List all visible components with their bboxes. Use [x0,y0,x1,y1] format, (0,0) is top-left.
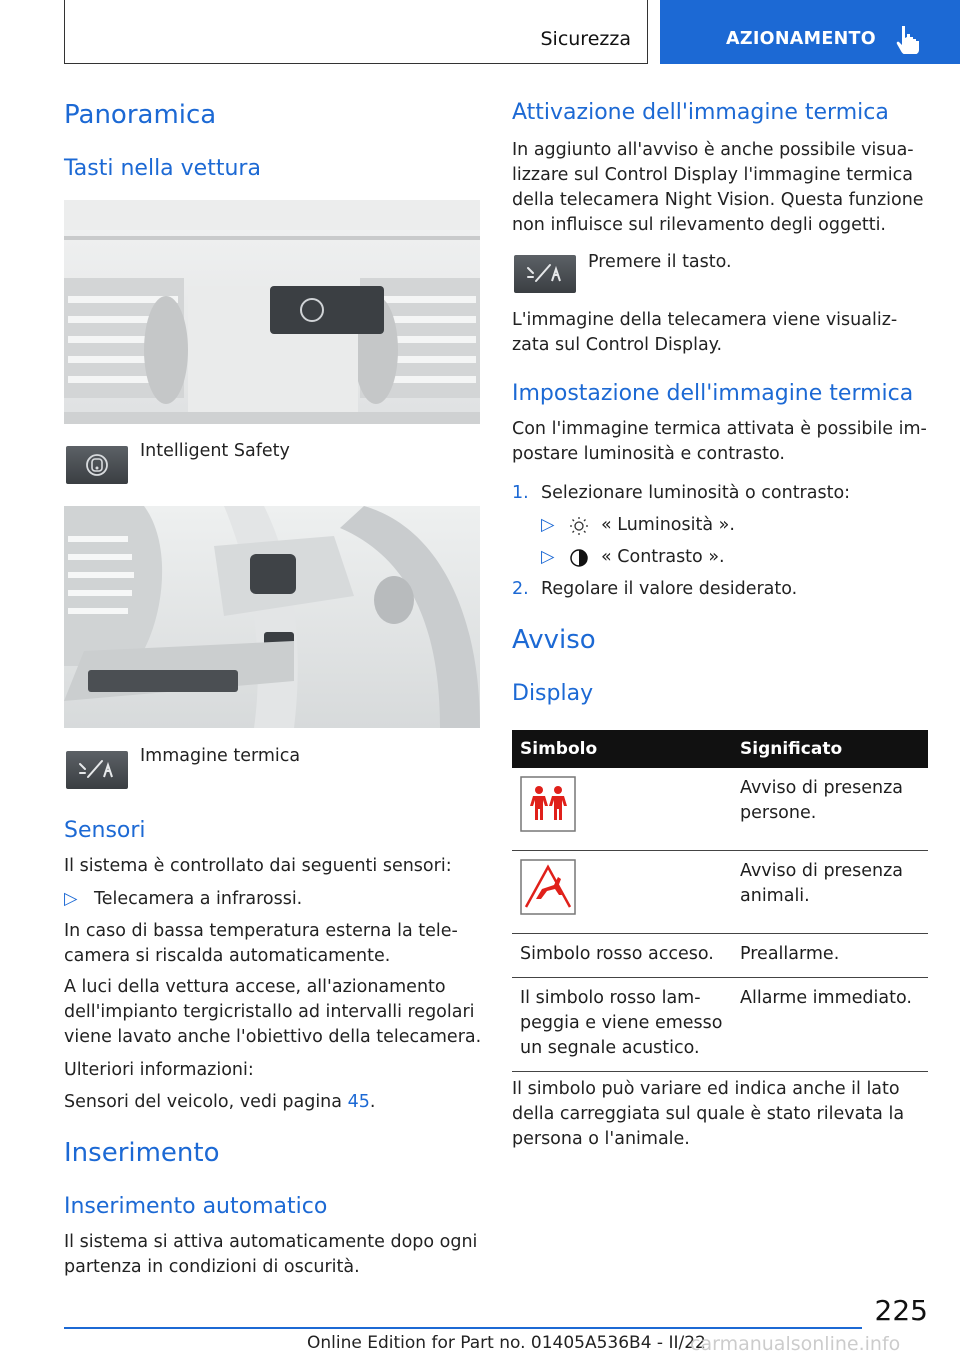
header-chapter-tab[interactable] [660,0,960,64]
table-row [512,978,928,1072]
header-chapter-label: AZIONAMENTO [726,29,876,49]
table-row [512,934,928,978]
text-att-l4: non influisce sul rilevamento degli oggetti. [512,215,886,235]
watermark: carmanualsonline.info [690,1333,901,1355]
label-intelligent-safety: Intelligent Safety [140,441,290,461]
cell-meaning-persons: Avviso di presenza persone. [732,768,928,851]
label-immagine-termica: Immagine termica [140,746,301,766]
cell-symbol-animals [512,851,732,934]
step-1: 1. Selezionare luminosità o contrasto: [512,483,851,503]
text-note-l3: persona o l'animale. [512,1129,690,1149]
text-att-l2: lizzare sul Control Display l'immagine termica [512,165,913,185]
footer-edition: Online Edition for Part no. 01405A536B4 - II/22 [307,1333,706,1353]
thermal-image-button-image [66,751,128,789]
hand-pointer-icon [896,24,922,54]
text-premere: Premere il tasto. [588,252,732,272]
col-simbolo: Simbolo [512,730,732,768]
text-sensori-p2-l3: viene lavato anche l'obiettivo della telecamera. [64,1027,482,1047]
intelligent-safety-button-image [66,446,128,484]
cell-symbol-persons [512,768,732,851]
text-imm-l2: zata sul Control Display. [512,335,723,355]
text-att-l1: In aggiunto all'avviso è anche possibile visua‐ [512,140,914,160]
heading-display: Display [512,681,594,706]
person-warning-icon [520,776,576,832]
text-ulteriori: Ulteriori informazioni: [64,1060,254,1080]
heading-impostazione: Impostazione dell'immagine termica [512,381,914,406]
text-sensori-p1-l1: In caso di bassa temperatura esterna la tele‐ [64,921,458,941]
header-section-box [64,0,648,64]
text-att-l3: della telecamera Night Vision. Questa funzione [512,190,924,210]
header-section-title: Sicurezza [540,28,631,50]
bullet-telecamera: ▷ Telecamera a infrarossi. [64,889,303,909]
table-header-row [512,730,928,768]
text-imp-l1: Con l'immagine termica attivata è possibile im‐ [512,419,927,439]
text-imp-l2: postare luminosità e contrasto. [512,444,785,464]
table-row [512,851,928,934]
night-vision-icon-right [514,255,576,293]
cell-symbol-flashing: Il simbolo rosso lam‐ peggia e viene emesso un segnale acustico. [512,978,732,1072]
brightness-icon [569,516,589,536]
bullet-triangle-icon: ▷ [64,889,78,909]
intelligent-safety-icon [66,446,128,484]
page-number: 225 [874,1294,928,1327]
footer-rule [64,1327,862,1329]
text-note-l1: Il simbolo può variare ed indica anche il lato [512,1079,900,1099]
bullet-triangle-icon: ▷ [541,547,555,567]
heading-avviso: Avviso [512,625,596,655]
heading-inserimento: Inserimento [64,1138,220,1168]
step-2: 2. Regolare il valore desiderato. [512,579,798,599]
heading-attivazione: Attivazione dell'immagine termica [512,100,889,125]
text-ins-l1: Il sistema si attiva automaticamente dopo ogni [64,1232,478,1252]
text-ins-l2: partenza in condizioni di oscurità. [64,1257,360,1277]
col-significato: Significato [732,730,928,768]
heading-tasti: Tasti nella vettura [64,156,261,181]
link-page-45[interactable]: 45 [347,1092,370,1112]
text-imm-l1: L'immagine della telecamera viene visualiz‐ [512,310,898,330]
animal-warning-icon [520,859,576,915]
photo-console-buttons [64,200,480,424]
table-row [512,768,928,851]
substep-contrasto: ▷ « Contrasto ». [541,547,725,567]
cell-meaning-prealarm: Preallarme. [732,934,928,978]
text-note-l2: della carreggiata sul quale è stato rilevata la [512,1104,905,1124]
text-sensori-p2-l1: A luci della vettura accese, all'azionamento [64,977,446,997]
contrast-icon [569,548,589,568]
bullet-triangle-icon: ▷ [541,515,555,535]
photo-steering-column [64,506,480,728]
text-sensori-p2-l2: dell'impianto tergicristallo ad intervalli regolari [64,1002,475,1022]
symbol-table [512,730,928,1072]
heading-inserimento-auto: Inserimento automatico [64,1194,328,1219]
night-vision-icon [66,751,128,789]
cell-symbol-red: Simbolo rosso acceso. [512,934,732,978]
heading-sensori: Sensori [64,818,146,843]
text-sensori-ref: Sensori del veicolo, vedi pagina 45. [64,1092,376,1112]
cell-meaning-immediate: Allarme immediato. [732,978,928,1072]
thermal-button-image-right [514,255,576,293]
heading-panoramica: Panoramica [64,100,217,130]
cell-meaning-animals: Avviso di presenza animali. [732,851,928,934]
text-sensori-p1-l2: camera si riscalda automaticamente. [64,946,391,966]
text-sensori-intro: Il sistema è controllato dai seguenti sensori: [64,856,452,876]
substep-luminosita: ▷ « Luminosità ». [541,515,735,535]
